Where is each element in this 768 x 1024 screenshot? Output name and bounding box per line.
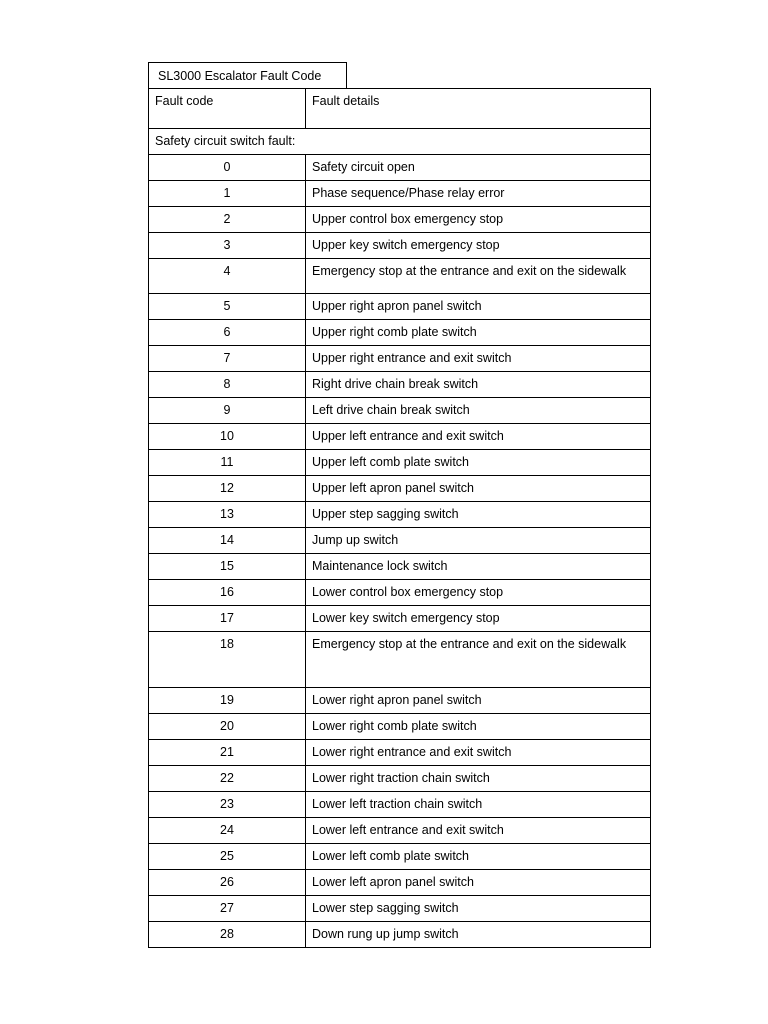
- fault-detail-cell: Lower left entrance and exit switch: [306, 818, 651, 844]
- table-row: [149, 580, 651, 606]
- fault-detail-cell: Down rung up jump switch: [306, 922, 651, 948]
- table-row: [149, 398, 651, 424]
- fault-detail-cell: Upper left comb plate switch: [306, 450, 651, 476]
- table-row: [149, 294, 651, 320]
- fault-detail-cell: Upper control box emergency stop: [306, 207, 651, 233]
- fault-code-cell: 18: [149, 632, 306, 688]
- fault-code-cell: 21: [149, 740, 306, 766]
- table-row: [149, 792, 651, 818]
- document-title: SL3000 Escalator Fault Code: [148, 62, 347, 88]
- table-row: [149, 766, 651, 792]
- fault-detail-cell: Lower left traction chain switch: [306, 792, 651, 818]
- fault-detail-cell: Lower left apron panel switch: [306, 870, 651, 896]
- table-row: [149, 207, 651, 233]
- fault-code-cell: 11: [149, 450, 306, 476]
- table-row: [149, 233, 651, 259]
- fault-code-cell: 5: [149, 294, 306, 320]
- fault-code-cell: 12: [149, 476, 306, 502]
- fault-code-cell: 1: [149, 181, 306, 207]
- table-row: [149, 450, 651, 476]
- table-row: [149, 606, 651, 632]
- fault-detail-cell: Left drive chain break switch: [306, 398, 651, 424]
- fault-code-cell: 6: [149, 320, 306, 346]
- section-row: [149, 129, 651, 155]
- table-row: [149, 896, 651, 922]
- fault-code-cell: 10: [149, 424, 306, 450]
- fault-detail-cell: Upper left apron panel switch: [306, 476, 651, 502]
- table-row: [149, 528, 651, 554]
- table-row: [149, 740, 651, 766]
- fault-code-cell: 23: [149, 792, 306, 818]
- table-header-row: [149, 89, 651, 129]
- fault-code-cell: 28: [149, 922, 306, 948]
- table-row: [149, 155, 651, 181]
- table-row: [149, 922, 651, 948]
- table-row: [149, 818, 651, 844]
- fault-detail-cell: Phase sequence/Phase relay error: [306, 181, 651, 207]
- fault-code-cell: 13: [149, 502, 306, 528]
- fault-code-cell: 8: [149, 372, 306, 398]
- fault-code-cell: 27: [149, 896, 306, 922]
- table-row: [149, 632, 651, 688]
- fault-code-cell: 15: [149, 554, 306, 580]
- fault-code-cell: 14: [149, 528, 306, 554]
- fault-detail-cell: Lower control box emergency stop: [306, 580, 651, 606]
- fault-code-table: [148, 88, 651, 948]
- fault-code-cell: 25: [149, 844, 306, 870]
- fault-detail-cell: Jump up switch: [306, 528, 651, 554]
- table-row: [149, 844, 651, 870]
- fault-code-cell: 22: [149, 766, 306, 792]
- fault-detail-cell: Upper left entrance and exit switch: [306, 424, 651, 450]
- fault-code-cell: 0: [149, 155, 306, 181]
- fault-detail-cell: Safety circuit open: [306, 155, 651, 181]
- table-row: [149, 372, 651, 398]
- fault-code-cell: 17: [149, 606, 306, 632]
- fault-detail-cell: Upper step sagging switch: [306, 502, 651, 528]
- table-row: [149, 870, 651, 896]
- fault-code-cell: 24: [149, 818, 306, 844]
- header-fault-details: Fault details: [306, 89, 651, 129]
- fault-code-cell: 3: [149, 233, 306, 259]
- fault-detail-cell: Emergency stop at the entrance and exit on the sidewalk: [306, 259, 651, 294]
- fault-detail-cell: Upper key switch emergency stop: [306, 233, 651, 259]
- fault-code-cell: 19: [149, 688, 306, 714]
- table-row: [149, 424, 651, 450]
- fault-detail-cell: Lower right apron panel switch: [306, 688, 651, 714]
- fault-code-cell: 7: [149, 346, 306, 372]
- table-row: [149, 688, 651, 714]
- fault-detail-cell: Maintenance lock switch: [306, 554, 651, 580]
- table-row: [149, 346, 651, 372]
- fault-code-cell: 20: [149, 714, 306, 740]
- table-row: [149, 476, 651, 502]
- fault-detail-cell: Emergency stop at the entrance and exit on the sidewalk: [306, 632, 651, 688]
- header-fault-code: Fault code: [149, 89, 306, 129]
- fault-detail-cell: Lower step sagging switch: [306, 896, 651, 922]
- fault-code-cell: 26: [149, 870, 306, 896]
- table-row: [149, 320, 651, 346]
- table-row: [149, 181, 651, 207]
- fault-detail-cell: Lower right comb plate switch: [306, 714, 651, 740]
- fault-detail-cell: Lower right traction chain switch: [306, 766, 651, 792]
- fault-detail-cell: Upper right entrance and exit switch: [306, 346, 651, 372]
- fault-detail-cell: Upper right comb plate switch: [306, 320, 651, 346]
- fault-detail-cell: Right drive chain break switch: [306, 372, 651, 398]
- table-row: [149, 259, 651, 294]
- table-row: [149, 714, 651, 740]
- table-row: [149, 502, 651, 528]
- fault-code-cell: 9: [149, 398, 306, 424]
- fault-detail-cell: Lower right entrance and exit switch: [306, 740, 651, 766]
- fault-code-cell: 4: [149, 259, 306, 294]
- fault-detail-cell: Lower key switch emergency stop: [306, 606, 651, 632]
- fault-code-cell: 16: [149, 580, 306, 606]
- fault-detail-cell: Lower left comb plate switch: [306, 844, 651, 870]
- table-row: [149, 554, 651, 580]
- section-title: Safety circuit switch fault:: [149, 129, 651, 155]
- fault-code-cell: 2: [149, 207, 306, 233]
- fault-detail-cell: Upper right apron panel switch: [306, 294, 651, 320]
